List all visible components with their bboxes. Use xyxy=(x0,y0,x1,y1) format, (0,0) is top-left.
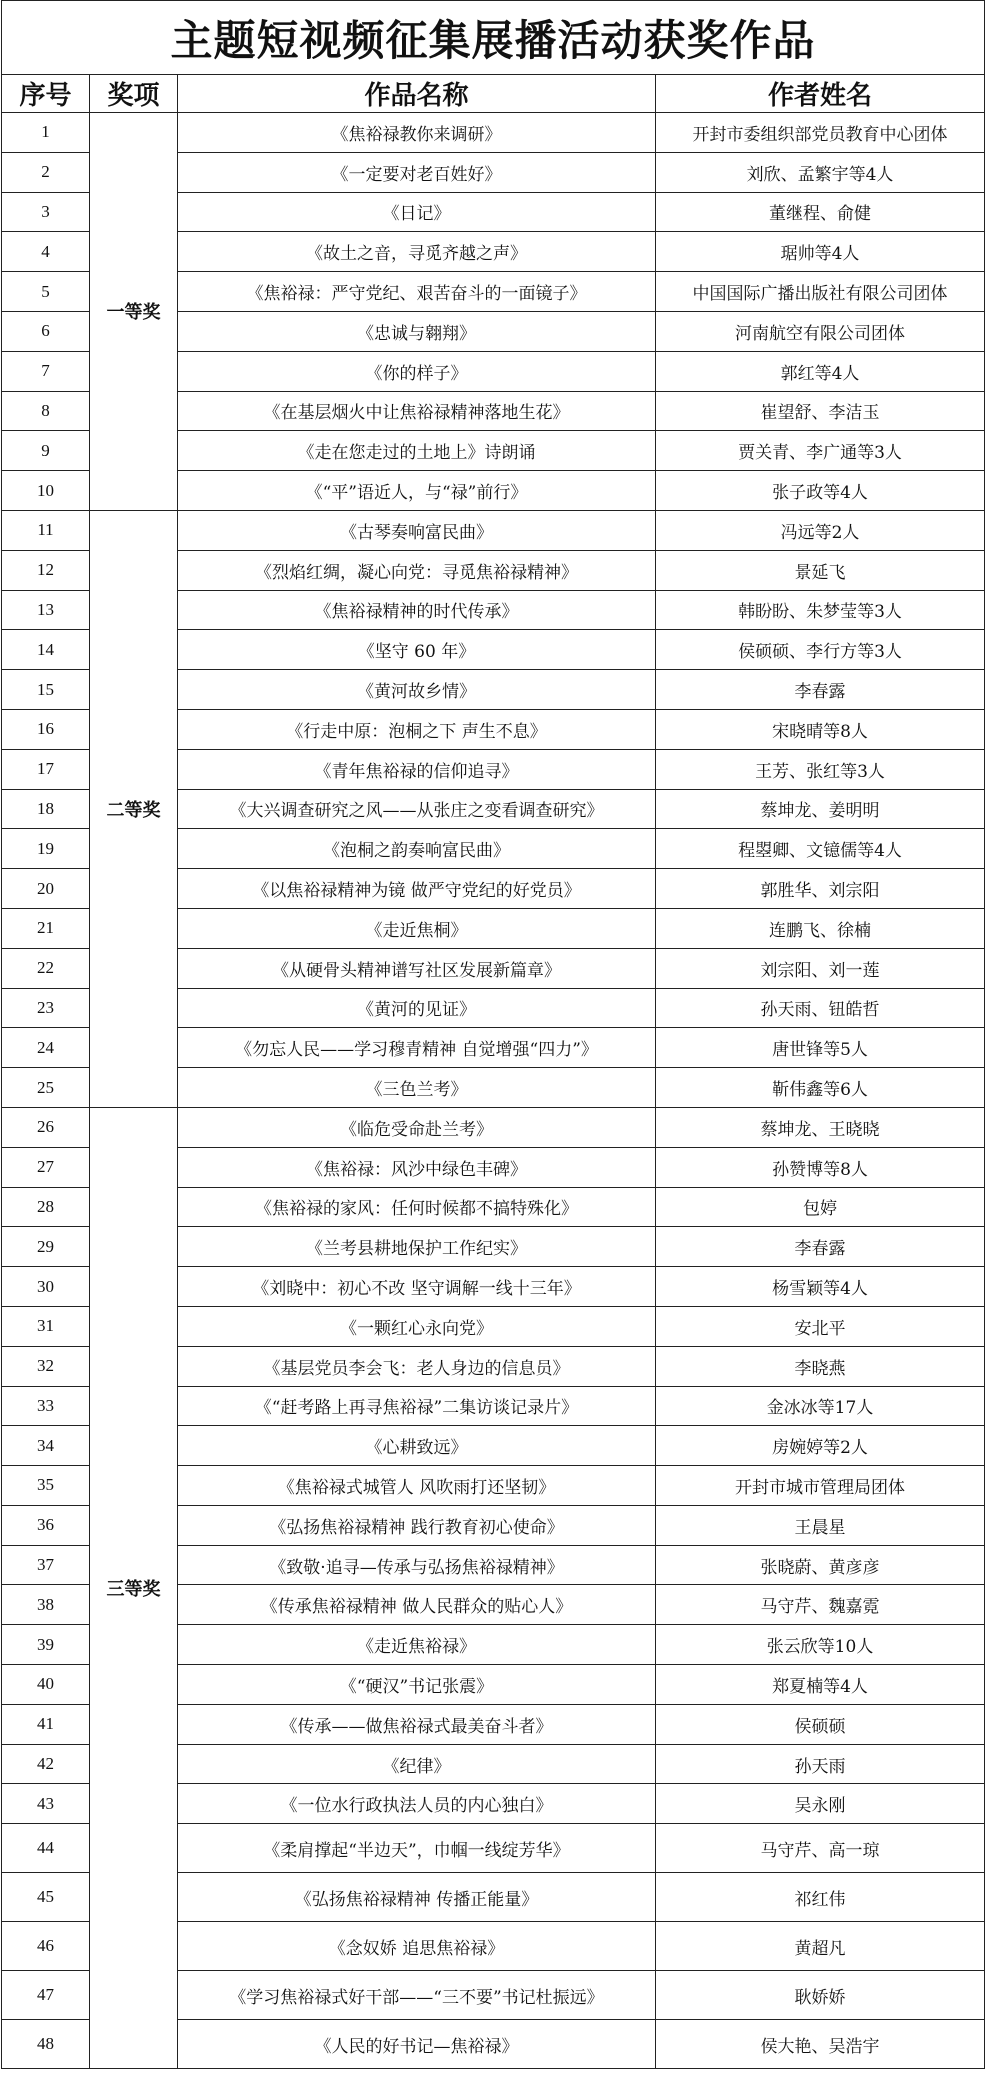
work-title: 《念奴娇 追思焦裕禄》 xyxy=(178,1922,656,1971)
work-title: 《走近焦桐》 xyxy=(178,908,656,948)
row-number: 37 xyxy=(2,1545,90,1585)
row-number: 18 xyxy=(2,789,90,829)
work-title: 《古琴奏响富民曲》 xyxy=(178,510,656,550)
prize-level: 一等奖 xyxy=(90,113,178,511)
table-row xyxy=(2,113,985,153)
row-number: 30 xyxy=(2,1267,90,1307)
author-name: 侯大艳、吴浩宇 xyxy=(656,2020,985,2069)
work-title: 《焦裕禄精神的时代传承》 xyxy=(178,590,656,630)
author-name: 蔡坤龙、王晓晓 xyxy=(656,1107,985,1147)
author-name: 孙天雨、钮皓哲 xyxy=(656,988,985,1028)
row-number: 22 xyxy=(2,948,90,988)
row-number: 39 xyxy=(2,1625,90,1665)
awards-table xyxy=(1,0,985,2069)
row-number: 45 xyxy=(2,1873,90,1922)
work-title: 《大兴调查研究之风——从张庄之变看调查研究》 xyxy=(178,789,656,829)
author-name: 郑夏楠等4人 xyxy=(656,1665,985,1705)
work-title: 《你的样子》 xyxy=(178,351,656,391)
row-number: 46 xyxy=(2,1922,90,1971)
author-name: 侯硕硕 xyxy=(656,1704,985,1744)
author-name: 王晨星 xyxy=(656,1505,985,1545)
author-name: 程曌卿、文镱儒等4人 xyxy=(656,829,985,869)
row-number: 9 xyxy=(2,431,90,471)
header-no: 序号 xyxy=(2,75,90,113)
row-number: 35 xyxy=(2,1466,90,1506)
prize-level: 三等奖 xyxy=(90,1107,178,2069)
work-title: 《弘扬焦裕禄精神 传播正能量》 xyxy=(178,1873,656,1922)
work-title: 《焦裕禄：风沙中绿色丰碑》 xyxy=(178,1147,656,1187)
author-name: 刘欣、孟繁宇等4人 xyxy=(656,152,985,192)
table-row xyxy=(2,510,985,550)
row-number: 4 xyxy=(2,232,90,272)
author-name: 韩盼盼、朱梦莹等3人 xyxy=(656,590,985,630)
row-number: 47 xyxy=(2,1971,90,2020)
author-name: 张子政等4人 xyxy=(656,471,985,511)
author-name: 包婷 xyxy=(656,1187,985,1227)
author-name: 马守芹、高一琼 xyxy=(656,1824,985,1873)
header-prize: 奖项 xyxy=(90,75,178,113)
row-number: 42 xyxy=(2,1744,90,1784)
author-name: 贾关青、李广通等3人 xyxy=(656,431,985,471)
row-number: 5 xyxy=(2,272,90,312)
author-name: 张晓蔚、黄彦彦 xyxy=(656,1545,985,1585)
work-title: 《刘晓中：初心不改 坚守调解一线十三年》 xyxy=(178,1267,656,1307)
author-name: 开封市城市管理局团体 xyxy=(656,1466,985,1506)
work-title: 《焦裕禄：严守党纪、艰苦奋斗的一面镜子》 xyxy=(178,272,656,312)
row-number: 8 xyxy=(2,391,90,431)
row-number: 10 xyxy=(2,471,90,511)
author-name: 宋晓晴等8人 xyxy=(656,709,985,749)
work-title: 《一定要对老百姓好》 xyxy=(178,152,656,192)
header-row xyxy=(2,75,985,113)
row-number: 13 xyxy=(2,590,90,630)
work-title: 《青年焦裕禄的信仰追寻》 xyxy=(178,749,656,789)
row-number: 16 xyxy=(2,709,90,749)
work-title: 《焦裕禄教你来调研》 xyxy=(178,113,656,153)
author-name: 孙赞博等8人 xyxy=(656,1147,985,1187)
author-name: 安北平 xyxy=(656,1306,985,1346)
work-title: 《忠诚与翱翔》 xyxy=(178,311,656,351)
work-title: 《柔肩撑起“半边天”，巾帼一线绽芳华》 xyxy=(178,1824,656,1873)
row-number: 43 xyxy=(2,1784,90,1824)
author-name: 吴永刚 xyxy=(656,1784,985,1824)
row-number: 12 xyxy=(2,550,90,590)
work-title: 《传承焦裕禄精神 做人民群众的贴心人》 xyxy=(178,1585,656,1625)
row-number: 14 xyxy=(2,630,90,670)
author-name: 董继程、俞健 xyxy=(656,192,985,232)
row-number: 7 xyxy=(2,351,90,391)
page-title: 主题短视频征集展播活动获奖作品 xyxy=(2,1,985,75)
work-title: 《“硬汉”书记张震》 xyxy=(178,1665,656,1705)
work-title: 《纪律》 xyxy=(178,1744,656,1784)
work-title: 《兰考县耕地保护工作纪实》 xyxy=(178,1227,656,1267)
author-name: 耿娇娇 xyxy=(656,1971,985,2020)
work-title: 《勿忘人民——学习穆青精神 自觉增强“四力”》 xyxy=(178,1028,656,1068)
author-name: 李晓燕 xyxy=(656,1346,985,1386)
author-name: 房婉婷等2人 xyxy=(656,1426,985,1466)
work-title: 《行走中原：泡桐之下 声生不息》 xyxy=(178,709,656,749)
author-name: 王芳、张红等3人 xyxy=(656,749,985,789)
prize-level: 二等奖 xyxy=(90,510,178,1107)
row-number: 6 xyxy=(2,311,90,351)
row-number: 44 xyxy=(2,1824,90,1873)
row-number: 11 xyxy=(2,510,90,550)
row-number: 38 xyxy=(2,1585,90,1625)
row-number: 25 xyxy=(2,1068,90,1108)
work-title: 《走在您走过的土地上》诗朗诵 xyxy=(178,431,656,471)
work-title: 《心耕致远》 xyxy=(178,1426,656,1466)
author-name: 开封市委组织部党员教育中心团体 xyxy=(656,113,985,153)
author-name: 崔望舒、李洁玉 xyxy=(656,391,985,431)
author-name: 金冰冰等17人 xyxy=(656,1386,985,1426)
table-row xyxy=(2,1107,985,1147)
author-name: 郭胜华、刘宗阳 xyxy=(656,869,985,909)
row-number: 23 xyxy=(2,988,90,1028)
author-name: 琚帅等4人 xyxy=(656,232,985,272)
work-title: 《以焦裕禄精神为镜 做严守党纪的好党员》 xyxy=(178,869,656,909)
work-title: 《从硬骨头精神谱写社区发展新篇章》 xyxy=(178,948,656,988)
author-name: 杨雪颖等4人 xyxy=(656,1267,985,1307)
row-number: 28 xyxy=(2,1187,90,1227)
row-number: 26 xyxy=(2,1107,90,1147)
work-title: 《烈焰红绸，凝心向党：寻觅焦裕禄精神》 xyxy=(178,550,656,590)
author-name: 唐世锋等5人 xyxy=(656,1028,985,1068)
header-work: 作品名称 xyxy=(178,75,656,113)
row-number: 1 xyxy=(2,113,90,153)
work-title: 《“平”语近人，与“禄”前行》 xyxy=(178,471,656,511)
author-name: 冯远等2人 xyxy=(656,510,985,550)
author-name: 景延飞 xyxy=(656,550,985,590)
work-title: 《泡桐之韵奏响富民曲》 xyxy=(178,829,656,869)
author-name: 河南航空有限公司团体 xyxy=(656,311,985,351)
row-number: 48 xyxy=(2,2020,90,2069)
author-name: 李春露 xyxy=(656,670,985,710)
author-name: 中国国际广播出版社有限公司团体 xyxy=(656,272,985,312)
author-name: 黄超凡 xyxy=(656,1922,985,1971)
header-author: 作者姓名 xyxy=(656,75,985,113)
row-number: 2 xyxy=(2,152,90,192)
row-number: 29 xyxy=(2,1227,90,1267)
author-name: 侯硕硕、李行方等3人 xyxy=(656,630,985,670)
work-title: 《临危受命赴兰考》 xyxy=(178,1107,656,1147)
work-title: 《“赶考路上再寻焦裕禄”二集访谈记录片》 xyxy=(178,1386,656,1426)
table-body xyxy=(2,113,985,2069)
work-title: 《学习焦裕禄式好干部——“三不要”书记杜振远》 xyxy=(178,1971,656,2020)
row-number: 19 xyxy=(2,829,90,869)
author-name: 李春露 xyxy=(656,1227,985,1267)
work-title: 《人民的好书记—焦裕禄》 xyxy=(178,2020,656,2069)
author-name: 靳伟鑫等6人 xyxy=(656,1068,985,1108)
work-title: 《焦裕禄的家风：任何时候都不搞特殊化》 xyxy=(178,1187,656,1227)
work-title: 《坚守 60 年》 xyxy=(178,630,656,670)
author-name: 祁红伟 xyxy=(656,1873,985,1922)
row-number: 3 xyxy=(2,192,90,232)
row-number: 36 xyxy=(2,1505,90,1545)
author-name: 郭红等4人 xyxy=(656,351,985,391)
work-title: 《致敬·追寻—传承与弘扬焦裕禄精神》 xyxy=(178,1545,656,1585)
row-number: 40 xyxy=(2,1665,90,1705)
author-name: 连鹏飞、徐楠 xyxy=(656,908,985,948)
row-number: 17 xyxy=(2,749,90,789)
author-name: 蔡坤龙、姜明明 xyxy=(656,789,985,829)
author-name: 马守芹、魏嘉霓 xyxy=(656,1585,985,1625)
author-name: 孙天雨 xyxy=(656,1744,985,1784)
row-number: 33 xyxy=(2,1386,90,1426)
row-number: 27 xyxy=(2,1147,90,1187)
title-row xyxy=(2,1,985,75)
work-title: 《日记》 xyxy=(178,192,656,232)
row-number: 24 xyxy=(2,1028,90,1068)
row-number: 32 xyxy=(2,1346,90,1386)
work-title: 《焦裕禄式城管人 风吹雨打还坚韧》 xyxy=(178,1466,656,1506)
row-number: 41 xyxy=(2,1704,90,1744)
author-name: 张云欣等10人 xyxy=(656,1625,985,1665)
row-number: 31 xyxy=(2,1306,90,1346)
work-title: 《基层党员李会飞：老人身边的信息员》 xyxy=(178,1346,656,1386)
work-title: 《黄河故乡情》 xyxy=(178,670,656,710)
work-title: 《三色兰考》 xyxy=(178,1068,656,1108)
work-title: 《黄河的见证》 xyxy=(178,988,656,1028)
row-number: 34 xyxy=(2,1426,90,1466)
work-title: 《走近焦裕禄》 xyxy=(178,1625,656,1665)
work-title: 《弘扬焦裕禄精神 践行教育初心使命》 xyxy=(178,1505,656,1545)
row-number: 15 xyxy=(2,670,90,710)
work-title: 《在基层烟火中让焦裕禄精神落地生花》 xyxy=(178,391,656,431)
row-number: 20 xyxy=(2,869,90,909)
author-name: 刘宗阳、刘一莲 xyxy=(656,948,985,988)
row-number: 21 xyxy=(2,908,90,948)
work-title: 《一颗红心永向党》 xyxy=(178,1306,656,1346)
work-title: 《一位水行政执法人员的内心独白》 xyxy=(178,1784,656,1824)
work-title: 《故土之音，寻觅齐越之声》 xyxy=(178,232,656,272)
work-title: 《传承——做焦裕禄式最美奋斗者》 xyxy=(178,1704,656,1744)
